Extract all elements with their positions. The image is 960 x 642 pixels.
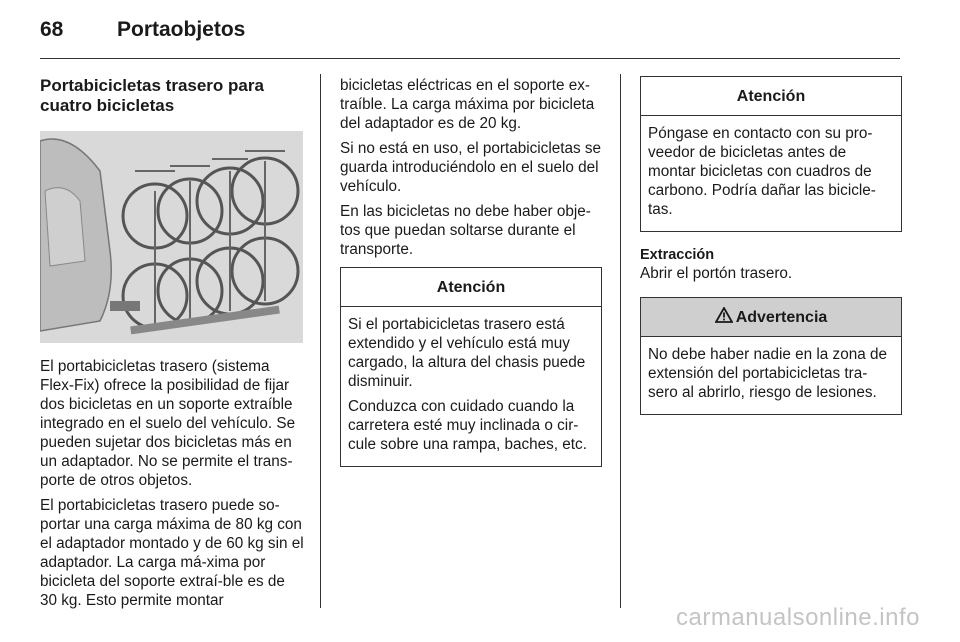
attention-title: Atención xyxy=(341,268,601,307)
storage-paragraph: Si no está en uso, el portabicicletas se guarda introduciéndolo en el suelo del vehículo. xyxy=(340,140,602,195)
section-heading: Portabicicletas trasero para cuatro bicicletas xyxy=(40,76,264,115)
attention-body xyxy=(341,307,601,466)
warning-box xyxy=(640,297,902,415)
attention-box-carbon xyxy=(640,76,902,232)
removal-text: Abrir el portón trasero. xyxy=(640,265,793,282)
warning-body xyxy=(641,337,901,414)
attention-text-carbon: Póngase en contacto con su pro-veedor de bicicletas antes de montar bicicletas con cuadros de carbono. Podría dañar las bicicle-tas. xyxy=(648,125,876,218)
column-2 xyxy=(340,76,602,467)
column-divider-2 xyxy=(620,74,621,608)
attention-box xyxy=(340,267,602,467)
ebike-paragraph: bicicletas eléctricas en el soporte ex-traíble. La carga máxima por bicicleta del adaptador es de 20 kg. xyxy=(340,77,595,132)
column-divider-1 xyxy=(320,74,321,608)
attention-text-2: Conduzca con cuidado cuando la carretera esté muy inclinada o cir-cule sobre una rampa, baches, etc. xyxy=(348,398,587,453)
removal-heading: Extracción xyxy=(640,247,715,263)
attention-title-carbon: Atención xyxy=(641,77,901,116)
bike-carrier-illustration xyxy=(40,131,303,343)
watermark: carmanualsonline.info xyxy=(676,604,920,631)
objects-paragraph: En las bicicletas no debe haber obje-tos que puedan soltarse durante el transporte. xyxy=(340,203,591,258)
page-title: Portaobjetos xyxy=(117,18,246,41)
attention-body-carbon xyxy=(641,116,901,231)
load-paragraph: El portabicicletas trasero puede so-portar una carga máxima de 80 kg con el adaptador montado y de 60 kg sin el adaptador. La carga má-xima por bicicleta del soporte extraí-ble es de 30 kg. Esto permite montar xyxy=(40,497,304,609)
attention-text-1: Si el portabicicletas trasero está extendido y el vehículo está muy cargado, la altura del chasis puede disminuir. xyxy=(348,316,586,390)
warning-triangle-icon xyxy=(715,307,733,328)
warning-text: No debe haber nadie en la zona de extensión del portabicicletas tra-sero al abrirlo, riesgo de lesiones. xyxy=(648,346,887,401)
column-3 xyxy=(640,76,902,415)
column-1 xyxy=(40,76,304,616)
page-number: 68 xyxy=(40,18,64,41)
header-divider xyxy=(40,58,900,59)
bike-carrier-drawing xyxy=(40,131,303,343)
warning-title: Advertencia xyxy=(735,308,828,326)
intro-paragraph: El portabicicletas trasero (sistema Flex-Fix) ofrece la posibilidad de fijar dos bicicletas en un soporte extraíble integrado en el suelo del vehículo. Se pueden sujetar dos bicicletas más en un adaptador. No se permite el trans-porte de otros objetos. xyxy=(40,358,296,489)
warning-header xyxy=(641,298,901,337)
